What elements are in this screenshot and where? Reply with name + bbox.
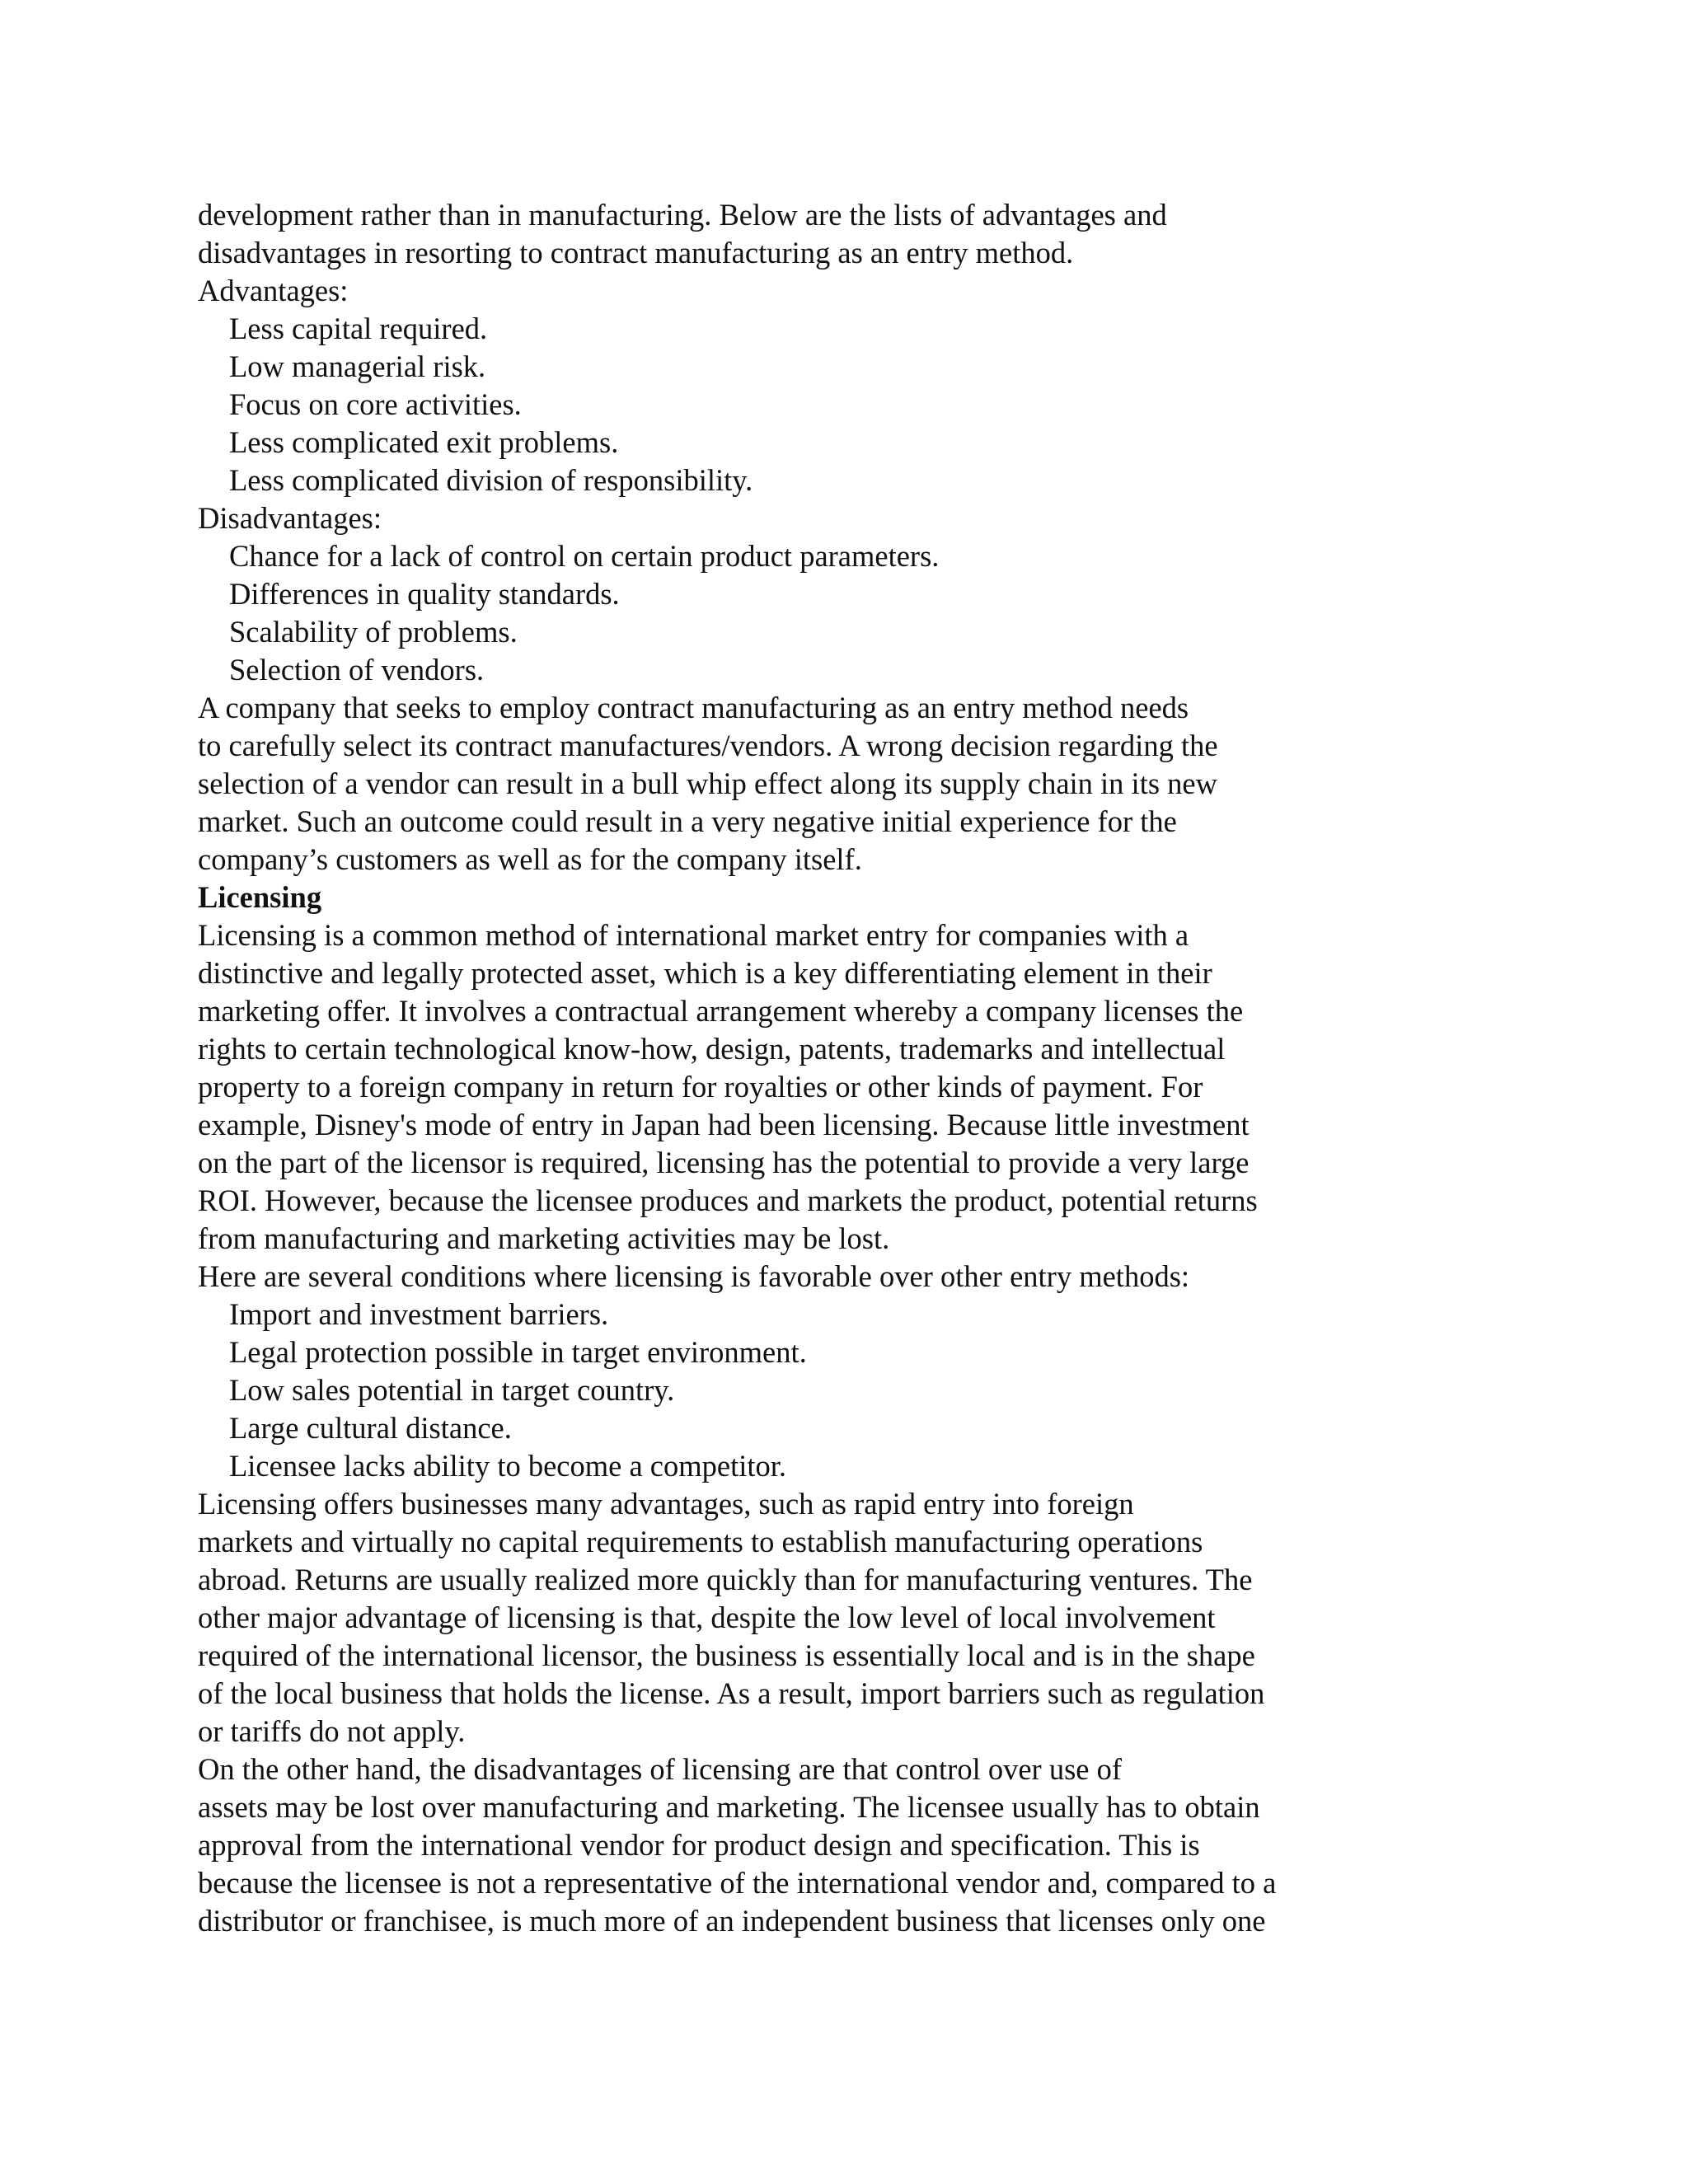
document-page [198, 196, 1401, 1940]
text-line: from manufacturing and marketing activities may be lost. [198, 1221, 890, 1255]
text-line: Licensing offers businesses many advantages, such as rapid entry into foreign [198, 1487, 1134, 1521]
text-line: approval from the international vendor for product design and specification. This is [198, 1828, 1200, 1862]
advantages-list [198, 310, 1401, 499]
list-item: Differences in quality standards. [229, 577, 620, 611]
text-line: assets may be lost over manufacturing and marketing. The licensee usually has to obtain [198, 1790, 1260, 1824]
intro-paragraph [198, 196, 1401, 272]
conditions-intro: Here are several conditions where licensing is favorable over other entry methods: [198, 1259, 1190, 1293]
text-line: abroad. Returns are usually realized more quickly than for manufacturing ventures. The [198, 1563, 1253, 1596]
text-line: A company that seeks to employ contract manufacturing as an entry method needs [198, 691, 1189, 724]
section-heading: Licensing [198, 880, 322, 914]
text-line: property to a foreign company in return for royalties or other kinds of payment. For [198, 1070, 1203, 1104]
text-line: or tariffs do not apply. [198, 1714, 466, 1748]
list-item: Selection of vendors. [229, 653, 485, 687]
text-line: on the part of the licensor is required, licensing has the potential to provide a very large [198, 1146, 1250, 1179]
text-line: distinctive and legally protected asset, which is a key differentiating element in their [198, 956, 1212, 990]
conditions-list [198, 1296, 1401, 1485]
licensing-paragraph-1 [198, 916, 1401, 1258]
text-line: other major advantage of licensing is that, despite the low level of local involvement [198, 1601, 1216, 1634]
vendor-paragraph [198, 689, 1401, 879]
list-item: Low sales potential in target country. [229, 1373, 675, 1407]
text-line: markets and virtually no capital requirements to establish manufacturing operations [198, 1525, 1203, 1558]
text-line: distributor or franchisee, is much more of an independent business that licenses only one [198, 1904, 1266, 1938]
text-line: rights to certain technological know-how, design, patents, trademarks and intellectual [198, 1032, 1226, 1066]
list-item: Legal protection possible in target environment. [229, 1335, 807, 1369]
licensing-paragraph-3 [198, 1750, 1401, 1940]
advantages-label: Advantages: [198, 274, 349, 307]
text-line: of the local business that holds the license. As a result, import barriers such as regulation [198, 1676, 1265, 1710]
text-line: market. Such an outcome could result in a very negative initial experience for the [198, 804, 1177, 838]
list-item: Less complicated division of responsibility. [229, 463, 753, 497]
text-line: example, Disney's mode of entry in Japan had been licensing. Because little investment [198, 1108, 1250, 1141]
text-line: Licensing is a common method of international market entry for companies with a [198, 918, 1189, 952]
text-line: because the licensee is not a representative of the international vendor and, compared to a [198, 1866, 1277, 1900]
licensing-paragraph-2 [198, 1485, 1401, 1750]
list-item: Focus on core activities. [229, 387, 522, 421]
text-line: required of the international licensor, the business is essentially local and is in the shape [198, 1638, 1255, 1672]
text-line: marketing offer. It involves a contractual arrangement whereby a company licenses the [198, 994, 1244, 1028]
text-line: On the other hand, the disadvantages of licensing are that control over use of [198, 1752, 1123, 1786]
text-line: development rather than in manufacturing. Below are the lists of advantages and [198, 198, 1167, 232]
list-item: Import and investment barriers. [229, 1297, 609, 1331]
list-item: Licensee lacks ability to become a competitor. [229, 1449, 787, 1483]
list-item: Scalability of problems. [229, 615, 518, 649]
disadvantages-label: Disadvantages: [198, 501, 382, 535]
list-item: Less complicated exit problems. [229, 425, 619, 459]
list-item: Less capital required. [229, 312, 488, 345]
list-item: Chance for a lack of control on certain product parameters. [229, 539, 940, 573]
text-line: selection of a vendor can result in a bull whip effect along its supply chain in its new [198, 766, 1217, 800]
text-line: to carefully select its contract manufactures/vendors. A wrong decision regarding the [198, 729, 1218, 762]
list-item: Low managerial risk. [229, 349, 486, 383]
text-line: company’s customers as well as for the company itself. [198, 842, 862, 876]
text-line: ROI. However, because the licensee produces and markets the product, potential returns [198, 1183, 1258, 1217]
list-item: Large cultural distance. [229, 1411, 512, 1445]
text-line: disadvantages in resorting to contract manufacturing as an entry method. [198, 236, 1074, 269]
disadvantages-list [198, 537, 1401, 689]
